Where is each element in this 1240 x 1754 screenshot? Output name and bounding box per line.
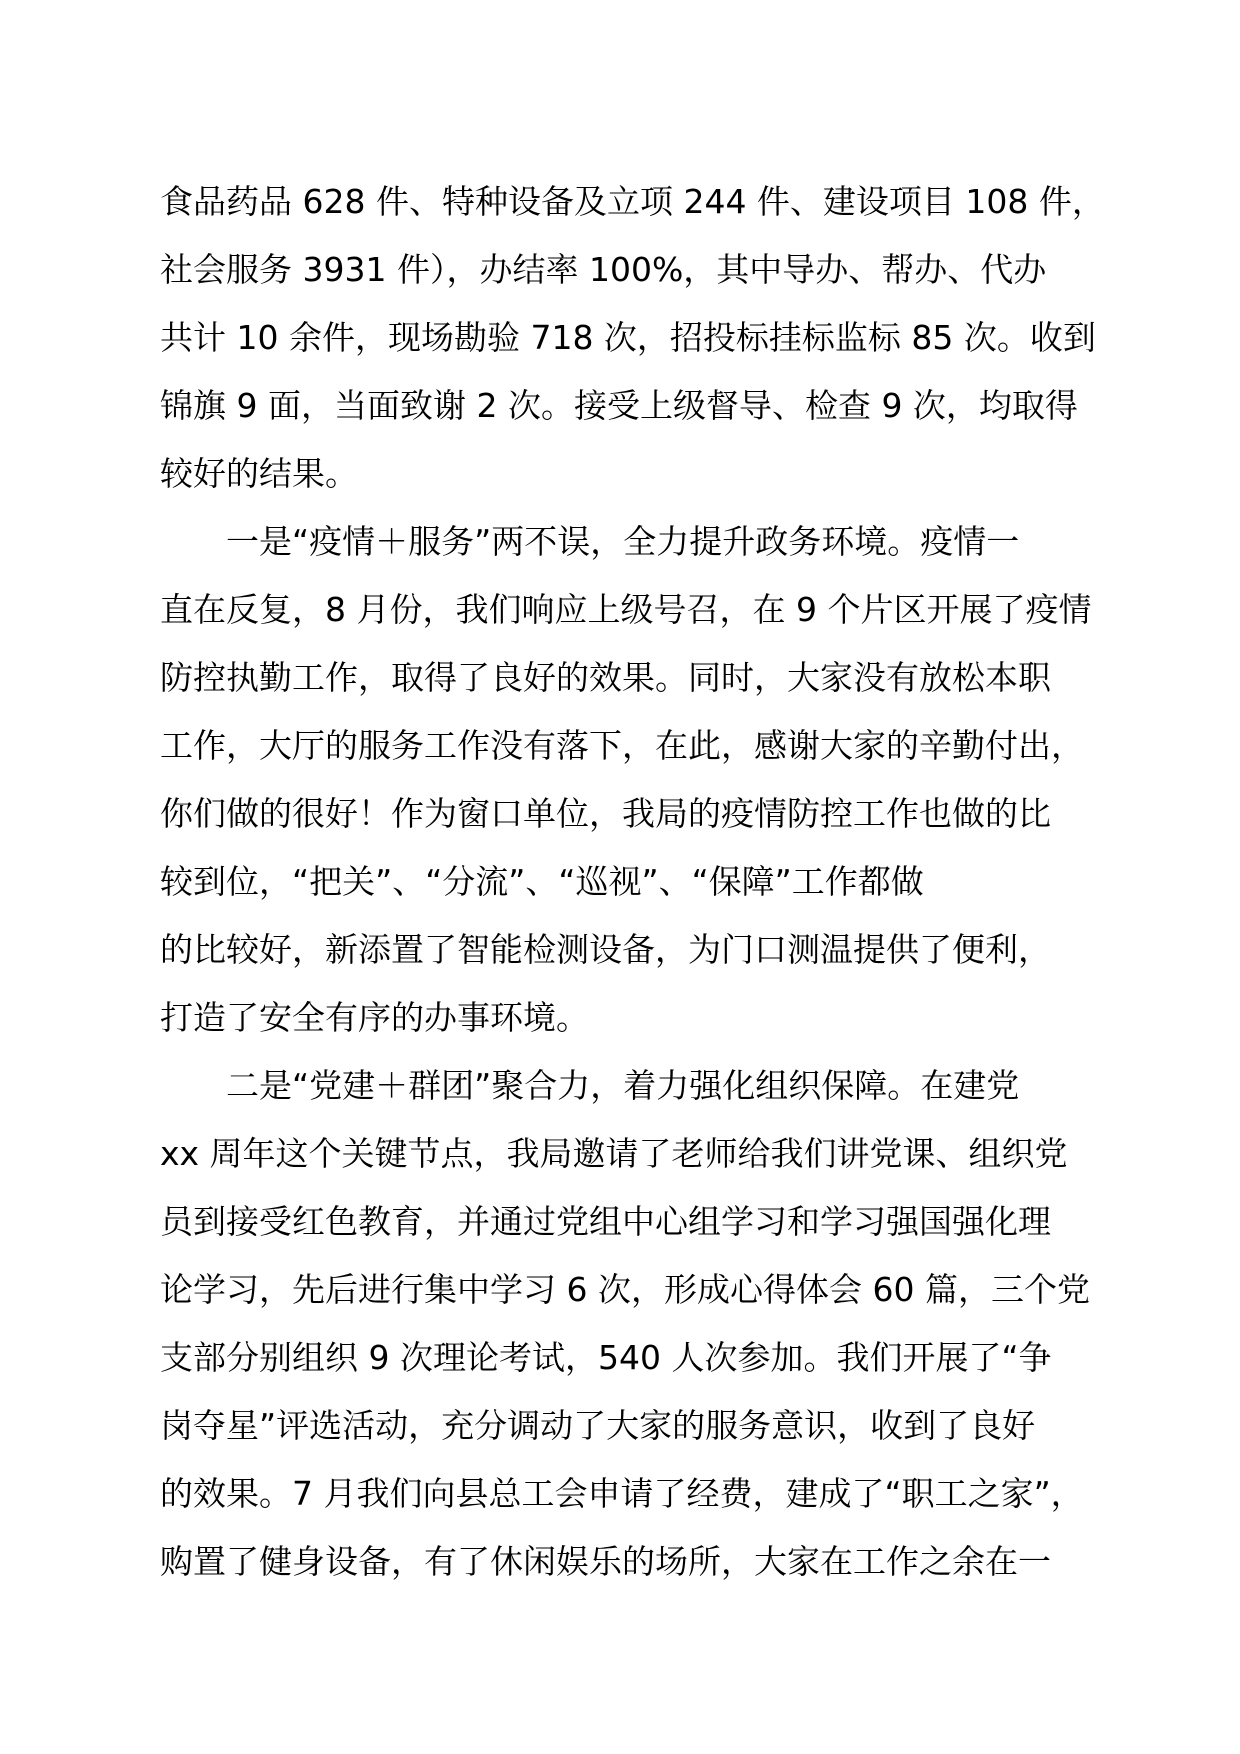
text-line: 工作，大厅的服务工作没有落下，在此，感谢大家的辛勤付出， — [160, 726, 1084, 765]
text-line: 论学习，先后进行集中学习 6 次，形成心得体会 60 篇，三个党 — [160, 1270, 1090, 1309]
document-body — [160, 168, 1120, 1596]
text-line: 购置了健身设备，有了休闲娱乐的场所，大家在工作之余在一 — [160, 1542, 1051, 1581]
text-line: 锦旗 9 面，当面致谢 2 次。接受上级督导、检查 9 次，均取得 — [160, 386, 1078, 425]
text-line: 你们做的很好！作为窗口单位，我局的疫情防控工作也做的比 — [160, 794, 1051, 833]
text-line: 较到位，“把关”、“分流”、“巡视”、“保障”工作都做 — [160, 862, 924, 901]
text-line: 的效果。7 月我们向县总工会申请了经费，建成了“职工之家”， — [160, 1474, 1084, 1513]
text-line: 一是“疫情＋服务”两不误，全力提升政务环境。疫情一 — [160, 522, 1020, 561]
text-line: xx 周年这个关键节点，我局邀请了老师给我们讲党课、组织党 — [160, 1134, 1068, 1173]
text-line: 的比较好，新添置了智能检测设备，为门口测温提供了便利， — [160, 930, 1051, 969]
text-line: 员到接受红色教育，并通过党组中心组学习和学习强国强化理 — [160, 1202, 1051, 1241]
text-line: 打造了安全有序的办事环境。 — [160, 998, 589, 1037]
text-line: 支部分别组织 9 次理论考试，540 人次参加。我们开展了“争 — [160, 1338, 1052, 1377]
text-line: 二是“党建＋群团”聚合力，着力强化组织保障。在建党 — [160, 1066, 1020, 1105]
text-line: 较好的结果。 — [160, 454, 358, 493]
text-line: 岗夺星”评选活动，充分调动了大家的服务意识，收到了良好 — [160, 1406, 1036, 1445]
text-line: 防控执勤工作，取得了良好的效果。同时，大家没有放松本职 — [160, 658, 1051, 697]
text-line: 直在反复，8 月份，我们响应上级号召，在 9 个片区开展了疫情 — [160, 590, 1092, 629]
text-line: 社会服务 3931 件），办结率 100%，其中导办、帮办、代办 — [160, 250, 1047, 289]
text-line: 共计 10 余件，现场勘验 718 次，招投标挂标监标 85 次。收到 — [160, 318, 1096, 357]
text-line: 食品药品 628 件、特种设备及立项 244 件、建设项目 108 件， — [160, 182, 1105, 221]
